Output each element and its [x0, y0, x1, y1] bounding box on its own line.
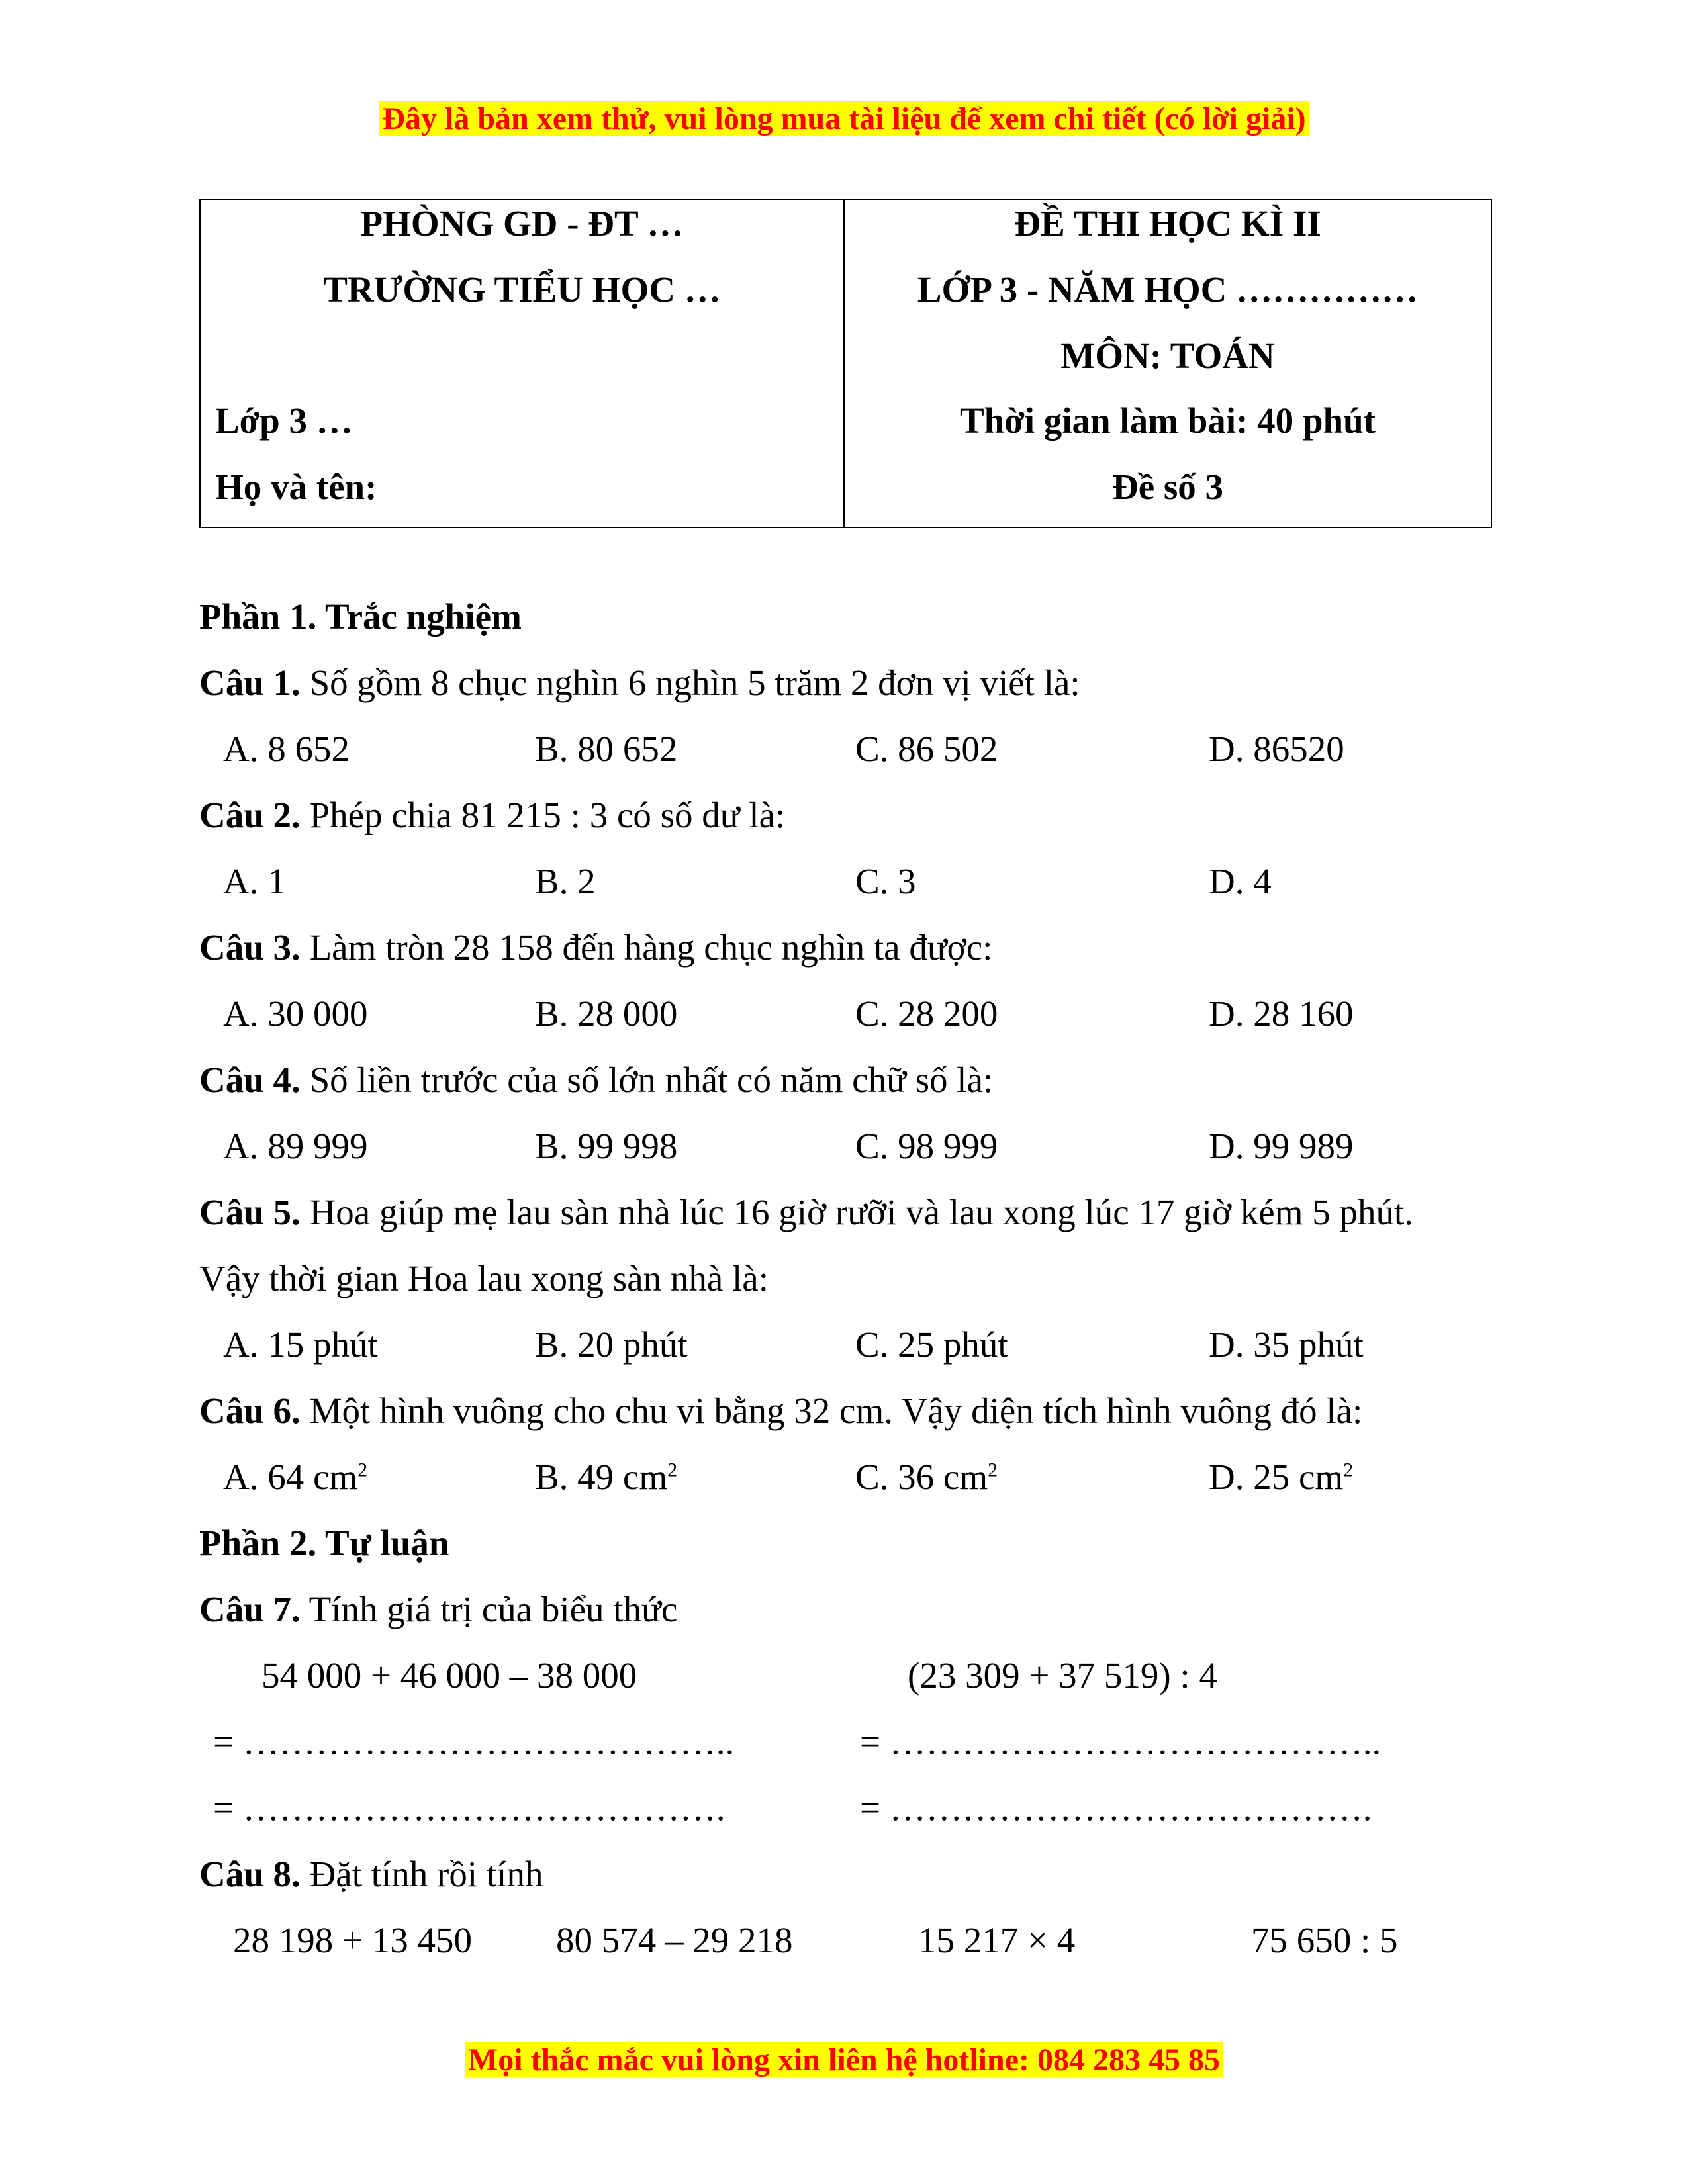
student-name-label: Họ và tên: [215, 467, 377, 507]
preview-notice-banner [0, 99, 1688, 139]
duration-label: Thời gian làm bài: 40 phút [960, 400, 1376, 441]
class-label: Lớp 3 … [215, 400, 353, 441]
question-1 [199, 662, 1080, 704]
question-4 [199, 1059, 993, 1101]
q6-option-d [1209, 1456, 1353, 1498]
q1-option-c: C. 86 502 [855, 729, 998, 769]
q4-option-b: B. 99 998 [535, 1126, 678, 1166]
question-7-text: Tính giá trị của biểu thức [300, 1589, 678, 1629]
question-8-label: Câu 8. [199, 1854, 301, 1894]
question-8 [199, 1853, 543, 1895]
exam-title: ĐỀ THI HỌC KÌ II [1014, 203, 1321, 244]
question-3-text: Làm tròn 28 158 đến hàng chục nghìn ta được: [300, 927, 993, 968]
q2-option-b: B. 2 [535, 861, 596, 901]
part2-title: Phần 2. Tự luận [199, 1523, 449, 1563]
q6-option-b [535, 1456, 677, 1498]
q5-option-a: A. 15 phút [223, 1324, 378, 1365]
question-4-label: Câu 4. [199, 1060, 301, 1100]
question-6-label: Câu 6. [199, 1390, 301, 1431]
q6-option-b-exponent: 2 [667, 1459, 678, 1481]
question-5-text: Hoa giúp mẹ lau sàn nhà lúc 16 giờ rưỡi và lau xong lúc 17 giờ kém 5 phút. [300, 1192, 1414, 1232]
preview-notice-text: Đây là bản xem thử, vui lòng mua tài liệu để xem chi tiết (có lời giải) [379, 101, 1308, 136]
question-6 [199, 1390, 1362, 1432]
q6-option-b-text: B. 49 cm [535, 1457, 668, 1497]
question-5-text-continued: Vậy thời gian Hoa lau xong sàn nhà là: [199, 1258, 769, 1298]
question-3-label: Câu 3. [199, 927, 301, 968]
question-6-text: Một hình vuông cho chu vi bằng 32 cm. Vậy diện tích hình vuông đó là: [300, 1390, 1363, 1431]
question-5-label: Câu 5. [199, 1192, 301, 1232]
exam-number: Đề số 3 [1111, 467, 1224, 507]
q8-calc-addition: 28 198 + 13 450 [233, 1920, 473, 1960]
question-4-text: Số liền trước của số lớn nhất có năm chữ số là: [300, 1060, 994, 1100]
part1-title: Phần 1. Trắc nghiệm [199, 596, 522, 637]
q6-option-c-text: C. 36 cm [855, 1457, 988, 1497]
q7-answer-right-line-2: = …………………………………. [860, 1788, 1372, 1828]
q5-option-b: B. 20 phút [535, 1324, 688, 1365]
q3-option-a: A. 30 000 [223, 993, 368, 1034]
q6-option-a-text: A. 64 cm [223, 1457, 358, 1497]
q6-option-d-text: D. 25 cm [1209, 1457, 1344, 1497]
question-7-label: Câu 7. [199, 1589, 301, 1629]
grade-year: LỚP 3 - NĂM HỌC …………… [917, 269, 1419, 310]
hotline-banner [0, 2040, 1688, 2080]
exam-header-table [199, 199, 1492, 528]
question-1-label: Câu 1. [199, 662, 301, 703]
subject-label: MÔN: TOÁN [1060, 336, 1275, 376]
q1-option-b: B. 80 652 [535, 729, 678, 769]
q5-option-d: D. 35 phút [1209, 1324, 1364, 1365]
q2-option-c: C. 3 [855, 861, 916, 901]
q4-option-a: A. 89 999 [223, 1126, 368, 1166]
q5-option-c: C. 25 phút [855, 1324, 1008, 1365]
q1-option-d: D. 86520 [1209, 729, 1344, 769]
q2-option-d: D. 4 [1209, 861, 1272, 901]
q2-option-a: A. 1 [223, 861, 286, 901]
q7-answer-left-line-1: = ………………………………….. [213, 1721, 735, 1762]
q6-option-a-exponent: 2 [357, 1459, 368, 1481]
q8-calc-division: 75 650 : 5 [1251, 1920, 1398, 1960]
q8-calc-subtraction: 80 574 – 29 218 [556, 1920, 793, 1960]
q7-expression-left: 54 000 + 46 000 – 38 000 [261, 1655, 637, 1696]
q4-option-d: D. 99 989 [1209, 1126, 1354, 1166]
hotline-text: Mọi thắc mắc vui lòng xin liên hệ hotline: 084 283 45 85 [465, 2042, 1223, 2077]
question-1-text: Số gồm 8 chục nghìn 6 nghìn 5 trăm 2 đơn vị viết là: [300, 662, 1080, 703]
q7-expression-right: (23 309 + 37 519) : 4 [908, 1655, 1217, 1696]
q1-option-a: A. 8 652 [223, 729, 350, 769]
question-8-text: Đặt tính rồi tính [300, 1854, 543, 1894]
question-2-label: Câu 2. [199, 795, 301, 835]
school-name: TRƯỜNG TIỂU HỌC … [323, 269, 721, 310]
q7-answer-right-line-1: = ………………………………….. [860, 1721, 1382, 1762]
department-name: PHÒNG GD - ĐT … [360, 203, 684, 244]
q3-option-b: B. 28 000 [535, 993, 678, 1034]
q7-answer-left-line-2: = …………………………………. [213, 1788, 726, 1828]
q4-option-c: C. 98 999 [855, 1126, 998, 1166]
question-2 [199, 794, 785, 837]
question-3 [199, 927, 992, 969]
q3-option-c: C. 28 200 [855, 993, 998, 1034]
q6-option-a [223, 1456, 367, 1498]
q6-option-c [855, 1456, 998, 1498]
q3-option-d: D. 28 160 [1209, 993, 1354, 1034]
question-5 [199, 1191, 1413, 1234]
q6-option-d-exponent: 2 [1343, 1459, 1354, 1481]
question-2-text: Phép chia 81 215 : 3 có số dư là: [300, 795, 786, 835]
q6-option-c-exponent: 2 [988, 1459, 998, 1481]
question-7 [199, 1588, 677, 1631]
q8-calc-multiplication: 15 217 × 4 [918, 1920, 1076, 1960]
